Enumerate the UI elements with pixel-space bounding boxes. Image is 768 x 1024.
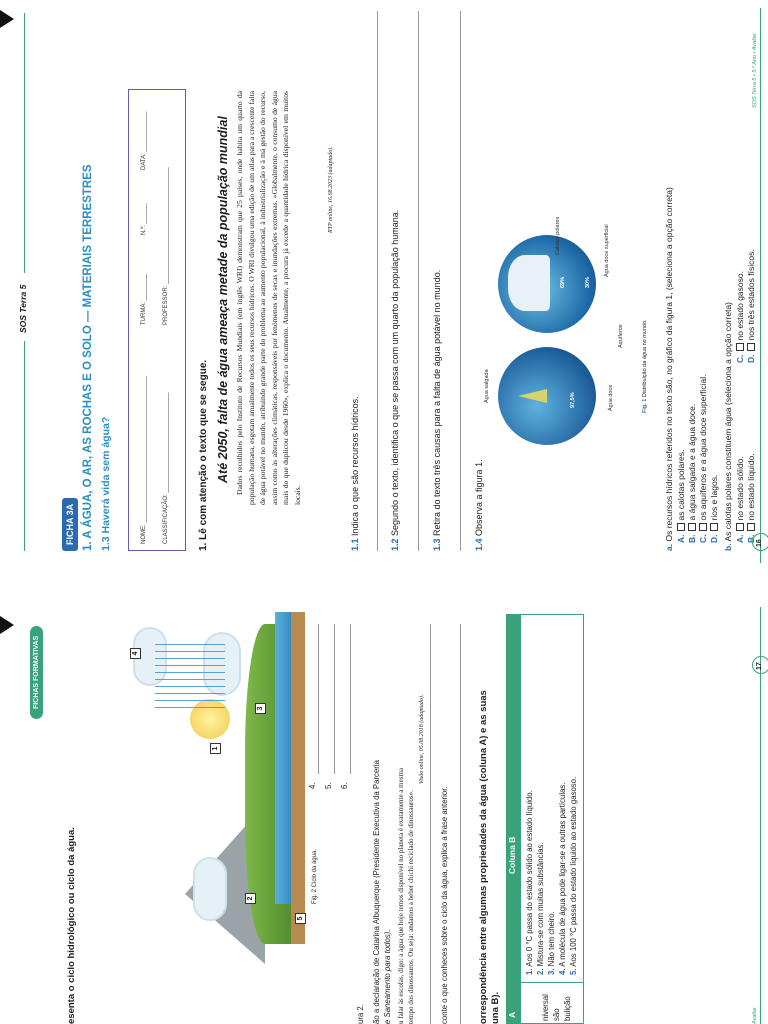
item-text: A molécula de água pode ligar-se a outras partículas. [558, 782, 567, 967]
qb-option-b[interactable] [746, 453, 756, 543]
table-body [520, 614, 584, 1024]
footer-text: SOS Terra 5 • 5.º Ano • Avaliar [752, 33, 758, 108]
bookmark-icon [0, 616, 14, 634]
page-17 [0, 607, 768, 1024]
quote-2: tempo dos dinossauros. Ou seja: andamos a beber chichi reciclado de dinossauros». [407, 790, 415, 1024]
checkbox[interactable] [747, 524, 755, 532]
conte: conte o que conheces sobre o ciclo da água, explica a frase anterior. [440, 786, 449, 1024]
page-number: 17 [756, 662, 763, 670]
label-30: 30% [585, 276, 591, 288]
opt-letter: B. [687, 534, 697, 543]
checkbox[interactable] [736, 344, 744, 352]
correspondencia-2: una B). [490, 991, 501, 1024]
label-69: 69% [560, 276, 566, 288]
label-numero: N.º: [141, 225, 147, 235]
item-text: Não tem cheiro. [547, 911, 556, 967]
checkbox[interactable] [736, 524, 744, 532]
checkbox[interactable] [688, 524, 696, 532]
label-97-5: 97,5% [570, 392, 576, 408]
item-text: Aos 100 °C passa do estado líquido ao estado gasoso. [569, 776, 578, 967]
checkbox[interactable] [747, 344, 755, 352]
page-17-content [0, 607, 768, 1024]
label-agua-superficial: Água doce superficial [604, 224, 610, 277]
col-b-item [558, 783, 567, 975]
label-box-4: 4 [130, 648, 141, 659]
opt-letter: A. [735, 534, 745, 543]
q-text: Indica o que são recursos hídricos. [350, 396, 360, 536]
blank-5: 5. [324, 782, 333, 789]
col-b-header: Coluna B [507, 836, 517, 874]
col-b-item [569, 777, 578, 975]
fig-label: Fig. 1 [642, 398, 648, 413]
bookmark-icon [0, 10, 14, 28]
qa-option-c[interactable] [698, 374, 708, 543]
q-text: Segundo o texto, identifica o que se passa com um quarto da população humana. [390, 209, 400, 536]
label-agua-salgada: Água salgada [484, 369, 490, 403]
label-box-2: 2 [245, 893, 256, 904]
qb-label: b. [723, 543, 733, 551]
qa-text: Os recursos hídricos referidos no texto são, no gráfico da figura 1, (seleciona a opção correta) [664, 187, 674, 542]
question-partial: esenta o ciclo hidrológico ou ciclo da água. [66, 827, 77, 1024]
question-b [723, 302, 733, 551]
item-num: 5. [569, 968, 578, 975]
figure-2-caption: Fig. 2 Ciclo da água. [312, 848, 318, 904]
question-1-3 [432, 270, 442, 551]
blank-6: 6. [340, 782, 349, 789]
footer-rule [760, 8, 761, 563]
opt-text: no estado líquido. [746, 453, 756, 521]
opt-text: os aquíferos e a água doce superficial. [698, 374, 708, 521]
declaracao-1: ão a declaração de Catarina Albuquerque (Presidente Executiva da Parceria [372, 760, 381, 1024]
col-b-item [547, 911, 556, 975]
opt-text: no estado gasoso. [735, 271, 745, 341]
label-agua-doce: Água doce [608, 384, 614, 411]
label-box-5: 5 [295, 913, 306, 924]
field-nome[interactable]: NOME: ____________________________________________ [141, 375, 147, 544]
field-turma[interactable]: TURMA: ________ [141, 273, 147, 325]
evaporation-arrows [155, 644, 225, 714]
ura-2: ura 2. [356, 1004, 365, 1024]
answer-line[interactable] [418, 11, 419, 551]
label-turma: TURMA: [141, 302, 147, 325]
col-a-item: são [552, 1008, 561, 1021]
opt-text: a água salgada e a água doce. [687, 403, 697, 521]
opt-text: nos três estados físicos. [746, 249, 756, 341]
label-box-3: 3 [255, 703, 266, 714]
qa-option-a[interactable] [676, 450, 686, 543]
question-a [664, 187, 674, 551]
checkbox[interactable] [677, 524, 685, 532]
opt-letter: A. [676, 534, 686, 543]
page-subtitle: 1.3 Haverá vida sem água? [100, 416, 112, 551]
q-text: Retira do texto três causas para a falta de água potável no mundo. [432, 269, 442, 536]
fig-caption-text: Distribuição da água no mundo. [642, 319, 648, 398]
label-data: DATA: [141, 153, 147, 170]
ice-cap [508, 255, 550, 311]
label-calotes-polares: Calotes polares [555, 216, 561, 255]
checkbox[interactable] [710, 524, 718, 532]
label-aquiferos: Aquíferos [618, 324, 624, 348]
answer-line[interactable] [460, 624, 461, 1024]
qa-option-b[interactable] [687, 404, 697, 543]
figure-2 [95, 612, 305, 964]
item-num: 2. [536, 968, 545, 975]
label-nome: NOME: [141, 524, 147, 544]
quote-source: Visão online, 05.08.2018 (adaptado). [419, 694, 425, 784]
qb-option-a[interactable] [735, 456, 745, 543]
question-1-4 [474, 459, 484, 551]
label-professor: PROFESSOR: [163, 285, 169, 325]
answer-line[interactable] [430, 624, 431, 1024]
page-number: 16 [756, 539, 763, 547]
header-pill: SOS Terra 5 [18, 284, 28, 333]
answer-line[interactable] [334, 624, 335, 774]
q-number: 1.2 [390, 538, 400, 551]
qb-option-c[interactable] [735, 271, 745, 363]
page-gap [0, 563, 768, 607]
blank-4: 4. [308, 782, 317, 789]
question-1-2 [390, 210, 400, 551]
qb-option-d[interactable] [746, 249, 756, 363]
article-source: RTP online, 16.08.2023 (adaptado). [328, 146, 334, 233]
label-classificacao: CLASSIFICAÇÃO: [163, 494, 169, 544]
opt-letter: D. [746, 354, 756, 363]
qb-text: As calotas polares constituem água (seleciona a opção correta) [723, 301, 733, 542]
qa-label: a. [664, 543, 674, 551]
fresh-water-wedge [518, 389, 547, 403]
item-text: Aos 0 °C passa do estado sólido ao estado líquido. [525, 790, 534, 967]
fichas-formativas-pill: FICHAS FORMATIVAS [30, 626, 43, 719]
answer-line[interactable] [350, 624, 351, 774]
declaracao-2: e Saneamento para todos). [383, 929, 392, 1024]
item-num: 4. [558, 968, 567, 975]
col-b-item [525, 790, 534, 975]
header-rule-right [24, 13, 25, 273]
col-a-item: bulição [563, 996, 572, 1021]
question-1: 1. Lê com atenção o texto que se segue. [198, 359, 209, 551]
header-rule [24, 341, 25, 551]
col-a-item: niversal [541, 994, 550, 1021]
field-data[interactable]: DATA: ____________ [141, 111, 147, 170]
opt-letter: D. [709, 534, 719, 543]
opt-letter: B. [746, 534, 756, 543]
opt-text: as calotas polares. [676, 449, 686, 521]
soil-layer [291, 612, 305, 944]
question-1-1 [350, 396, 360, 551]
freshwater-sphere [498, 235, 596, 333]
opt-letter: C. [698, 534, 708, 543]
ficha-tag: FICHA 3A [62, 498, 78, 551]
q-number: 1.1 [350, 538, 360, 551]
col-a-header: A [507, 1011, 517, 1018]
opt-letter: C. [735, 354, 745, 363]
q-text: Observa a figura 1. [474, 459, 484, 536]
article-title: Até 2050, falta de água ameaça metade da população mundial [216, 116, 230, 483]
answer-line[interactable] [377, 11, 378, 551]
page-title: 1. A ÁGUA, O AR, AS ROCHAS E O SOLO — MATERIAIS TERRESTRES [82, 164, 94, 551]
field-classificacao[interactable]: CLASSIFICAÇÃO: ______________________________ [163, 392, 169, 544]
q-number: 1.3 [432, 538, 442, 551]
col-b-item [536, 842, 545, 975]
answer-line[interactable] [318, 624, 319, 774]
answer-line[interactable] [460, 11, 461, 551]
quote-1: u falar às escolas, digo: a água que hoje temos disponível no planeta é exatamente a mesma [397, 768, 405, 1024]
ocean-sphere [498, 347, 596, 445]
field-numero[interactable]: N.º: ______ [141, 203, 147, 235]
footer-text: Avaliar [752, 1007, 758, 1024]
item-num: 1. [525, 968, 534, 975]
table-header [506, 614, 520, 1024]
qa-option-d[interactable] [709, 475, 719, 543]
correspondencia-1: orrespondência entre algumas propriedades da água (coluna A) e as suas [478, 690, 489, 1024]
column-divider [521, 982, 583, 983]
cloud-1 [195, 859, 225, 919]
item-num: 3. [547, 968, 556, 975]
opt-text: rios e lagos. [709, 474, 719, 521]
label-box-1: 1 [210, 743, 221, 754]
figure-1-caption [642, 319, 648, 413]
item-text: Mistura-se com muitas substâncias. [536, 842, 545, 967]
q-number: 1.4 [474, 538, 484, 551]
checkbox[interactable] [699, 524, 707, 532]
student-form [128, 89, 186, 551]
opt-text: no estado sólido. [735, 456, 745, 521]
article-body: Dados recolhidos pelo Instituto de Recursos Mundiais (em inglês WRI) demonstram que 25 países, onde habita um quarto da população humana, esgotam anualmente todos os seus recursos hídricos. O WRI divulgou uma edição de um atlas para a crescente falta de água potável no mundo, atribuindo grande parte do problema ao aumento populacional, à industrialização e à má gestão do recurso, assim como às alterações climáticas, responsáveis por fenómenos de secas e inundações extremas. «Globalmente, o consumo de água mais do que duplicou desde 1960», explica o documento. Atualmente, a procura já excede a quantidade hídrica disponível em muitos locais. [235, 91, 302, 505]
field-professor[interactable]: PROFESSOR: ___________________________________ [163, 167, 169, 325]
